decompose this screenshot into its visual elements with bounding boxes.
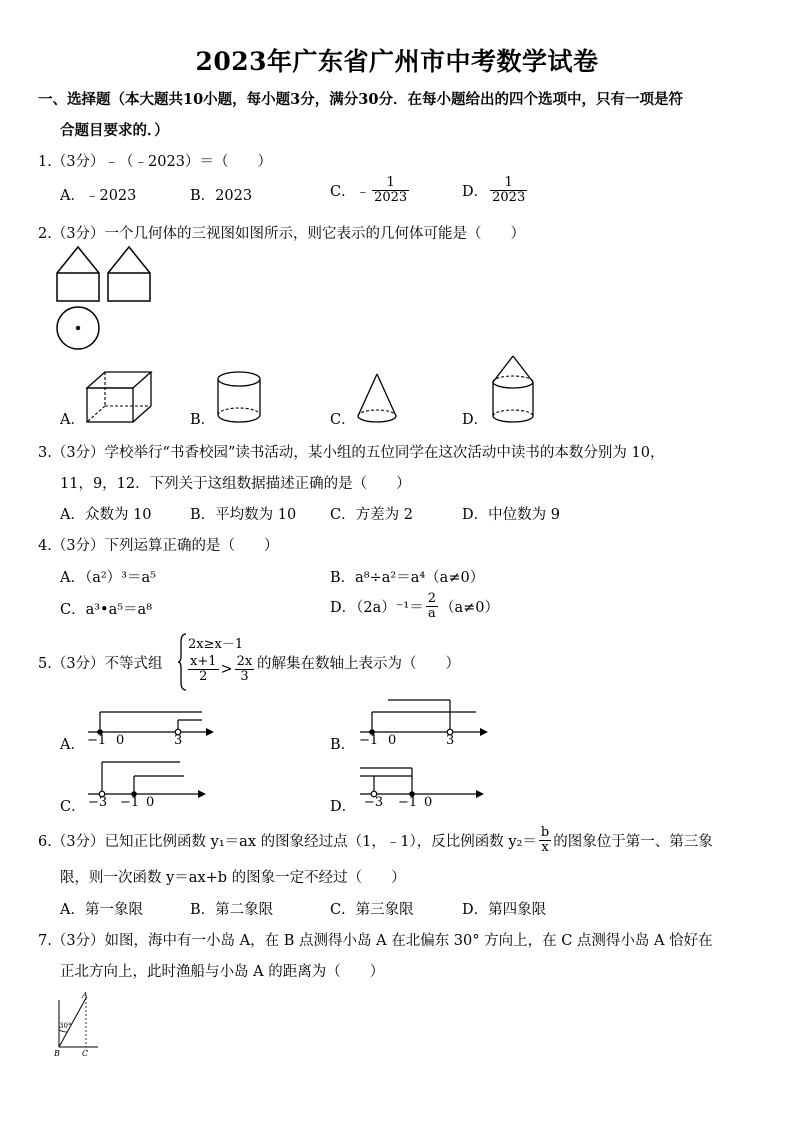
- q1-option-c-fraction: [372, 176, 409, 205]
- q5-stem-post: 的解集在数轴上表示为（ ）: [257, 656, 460, 672]
- q1-c-denominator: 2023: [374, 190, 408, 205]
- q1-option-a: A．﹣2023: [60, 188, 137, 204]
- q1-option-c: [330, 176, 411, 205]
- q3-option-c: C．方差为 2: [330, 507, 413, 523]
- q1-option-d-label: D．: [462, 184, 489, 200]
- section-header-line2: 合题目要求的．）: [60, 122, 169, 139]
- q4-d-denominator: a: [427, 606, 436, 621]
- q4-option-b: B．a⁸÷a²＝a⁴（a≠0）: [330, 570, 485, 586]
- q5-stem-pre: 5.（3分）不等式组: [38, 656, 163, 672]
- q1-option-d-fraction: [490, 176, 527, 205]
- side-view: [108, 247, 150, 301]
- q5-ineq2-left-den: 2: [199, 669, 208, 684]
- q5-option-c-label: C．: [60, 799, 86, 815]
- q4-option-d-fraction: [426, 592, 438, 621]
- q2-option-a-cuboid: [85, 368, 155, 428]
- page-title: 2023年广东省广州市中考数学试卷: [195, 47, 599, 76]
- q3-option-a: A．众数为 10: [60, 507, 152, 523]
- q6-option-d: D．第四象限: [462, 902, 547, 918]
- q3-option-b: B．平均数为 10: [190, 507, 297, 523]
- q5-option-d-number-line: [360, 766, 490, 798]
- q7-stem-line2: 正北方向上，此时渔船与小岛 A 的距离为（ ）: [60, 964, 385, 980]
- q4-option-d: [330, 592, 499, 621]
- q5-option-a-number-line: [88, 708, 218, 736]
- q6-stem-line1: [38, 826, 713, 855]
- q5-ineq2-operator: >: [220, 661, 233, 678]
- q1-d-denominator: 2023: [492, 190, 526, 205]
- q5-a-tick-0: 0: [116, 733, 125, 748]
- section-header-line1: 一、选择题（本大题共10小题，每小题3分，满分30分．在每小题给出的四个选项中，只有一项是符: [38, 91, 683, 108]
- q5-a-tick-3: 3: [174, 733, 183, 748]
- q5-option-d-label: D．: [330, 799, 357, 815]
- q2-three-views-figure: [55, 245, 165, 355]
- q7-label-angle: 30°: [59, 1022, 72, 1030]
- q5-c-tick-minus1: −1: [120, 795, 140, 810]
- q5-ineq2-right-den: 3: [240, 669, 249, 684]
- q7-label-c: C: [82, 1049, 89, 1058]
- q4-stem: 4.（3分）下列运算正确的是（ ）: [38, 538, 279, 554]
- q3-stem-line1: 3.（3分）学校举行“书香校园”读书活动，某小组的五位同学在这次活动中读书的本数分别为 10，: [38, 445, 665, 461]
- q2-stem: 2.（3分）一个几何体的三视图如图所示，则它表示的几何体可能是（ ）: [38, 226, 526, 242]
- q1-c-numerator: 1: [372, 176, 409, 191]
- q5-b-tick-3: 3: [446, 733, 455, 748]
- q5-option-b-label: B．: [330, 737, 356, 753]
- q5-d-tick-minus3: −3: [364, 795, 384, 810]
- q5-option-c-number-line: [88, 758, 212, 798]
- q5-ineq2-right-fraction: [235, 655, 255, 684]
- q6-stem-line2: 限，则一次函数 y＝ax+b 的图象一定不经过（ ）: [60, 870, 406, 886]
- q4-option-d-tail: （a≠0）: [440, 600, 500, 616]
- q4-option-d-label: D．（2a）⁻¹＝: [330, 600, 424, 616]
- q5-d-tick-minus1: −1: [398, 795, 418, 810]
- q1-option-d: [462, 176, 529, 205]
- q5-c-tick-minus3: −3: [88, 795, 108, 810]
- q2-option-b-label: B．: [190, 412, 216, 428]
- q3-option-d: D．中位数为 9: [462, 507, 560, 523]
- q5-ineq2-left-num: x+1: [190, 654, 217, 669]
- q2-option-a-label: A．: [60, 412, 85, 428]
- q2-option-d-cone-on-cylinder: [490, 354, 542, 430]
- q5-b-tick-0: 0: [388, 733, 397, 748]
- q1-stem: 1.（3分）﹣（﹣2023）＝（ ）: [38, 154, 272, 170]
- q7-stem-line1: 7.（3分）如图，海中有一小岛 A，在 B 点测得小岛 A 在北偏东 30° 方向上，在 C 点测得小岛 A 恰好在: [38, 933, 713, 949]
- q2-option-b-cylinder: [216, 370, 266, 430]
- q6-option-b: B．第二象限: [190, 902, 274, 918]
- q6-fraction: [539, 826, 551, 855]
- q5-option-a-label: A．: [60, 737, 85, 753]
- q3-stem-line2: 11，9，12．下列关于这组数据描述正确的是（ ）: [60, 476, 411, 492]
- q2-option-c-cone: [356, 372, 406, 430]
- q2-option-d-label: D．: [462, 412, 489, 428]
- q2-option-c-label: C．: [330, 412, 356, 428]
- q6-stem-line1-post: 的图象位于第一、第三象: [553, 834, 713, 850]
- q6-option-a: A．第一象限: [60, 902, 143, 918]
- top-view: [57, 307, 99, 349]
- q5-ineq2-right-num: 2x: [236, 654, 253, 669]
- q5-c-tick-0: 0: [146, 795, 155, 810]
- q7-label-b: B: [54, 1049, 60, 1058]
- q5-ineq2-left-fraction: [188, 655, 219, 684]
- q6-frac-den: x: [541, 840, 549, 855]
- q7-label-a: A: [82, 991, 88, 1000]
- q6-frac-num: b: [540, 825, 550, 840]
- q6-stem-line1-pre: 6.（3分）已知正比例函数 y₁＝ax 的图象经过点（1，﹣1），反比例函数 y₂＝: [38, 834, 537, 850]
- q1-option-b: B．2023: [190, 188, 253, 204]
- q5-a-tick-minus1: −1: [87, 733, 107, 748]
- q5-d-tick-0: 0: [424, 795, 433, 810]
- q1-option-c-label: C．﹣: [330, 184, 371, 200]
- q4-d-numerator: 2: [427, 591, 436, 606]
- q4-option-c: C．a³•a⁵＝a⁸: [60, 602, 153, 618]
- q5-b-tick-minus1: −1: [359, 733, 379, 748]
- q5-option-b-number-line: [360, 698, 492, 736]
- q1-d-numerator: 1: [490, 176, 527, 191]
- q5-inequality-2: [186, 655, 256, 684]
- q4-option-a: A．（a²）³＝a⁵: [60, 570, 156, 586]
- q6-option-c: C．第三象限: [330, 902, 414, 918]
- front-view: [57, 247, 99, 301]
- q5-inequality-1: 2x≥x－1: [188, 637, 244, 652]
